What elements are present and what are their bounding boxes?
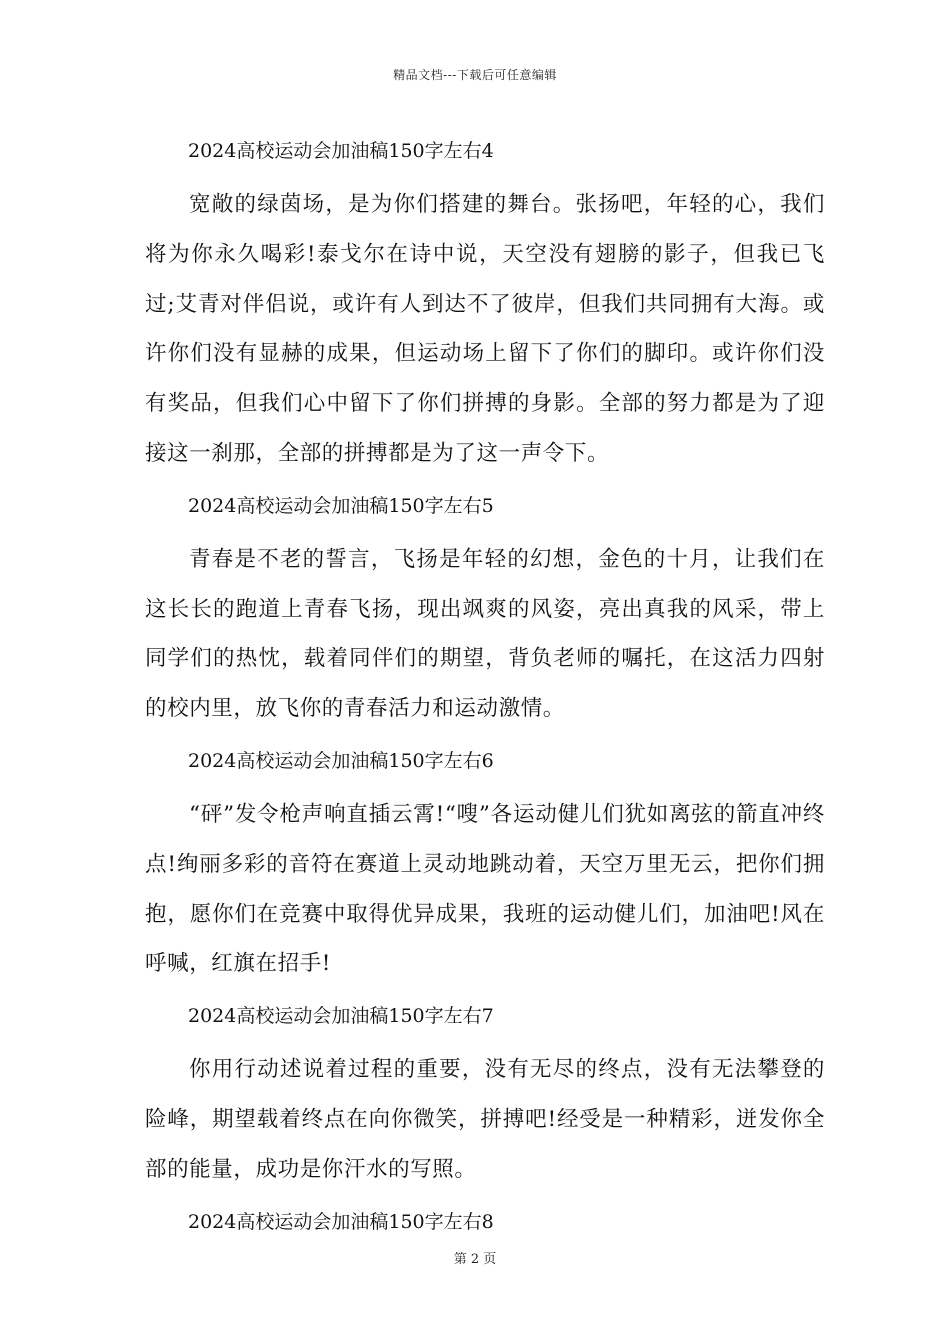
section-heading-4: 2024高校运动会加油稿150字左右4 xyxy=(188,140,494,162)
section-heading-5: 2024高校运动会加油稿150字左右5 xyxy=(188,494,494,517)
section-paragraph-6: “砰”发令枪声响直插云霄!“嗖”各运动健儿们犹如离弦的箭直冲终点!绚丽多彩的音符在赛道上灵动地跳动着，天空万里无云，把你们拥抱，愿你们在竞赛中取得优异成果，我班的运动健儿们，加油吧!风在呼喊，红旗在招手! xyxy=(145,801,825,977)
section-heading-8: 2024高校运动会加油稿150字左右8 xyxy=(188,1210,494,1233)
document-body xyxy=(145,132,825,1251)
section-paragraph-7: 你用行动述说着过程的重要，没有无尽的终点，没有无法攀登的险峰，期望载着终点在向你微笑，拼搏吧!经受是一种精彩，迸发你全部的能量，成功是你汗水的写照。 xyxy=(145,1057,825,1182)
section-heading-7: 2024高校运动会加油稿150字左右7 xyxy=(188,1005,494,1028)
section-paragraph-5: 青春是不老的誓言，飞扬是年轻的幻想，金色的十月，让我们在这长长的跑道上青春飞扬，现出飒爽的风姿，亮出真我的风采，带上同学们的热忱，载着同伴们的期望，背负老师的嘱托，在这活力四射的校内里，放飞你的青春活力和运动激情。 xyxy=(145,546,825,722)
section-paragraph-4: 宽敞的绿茵场，是为你们搭建的舞台。张扬吧，年轻的心，我们将为你永久喝彩!泰戈尔在诗中说，天空没有翅膀的影子，但我已飞过;艾青对伴侣说，或许有人到达不了彼岸，但我们共同拥有大海。或许你们没有显赫的成果，但运动场上留下了你们的脚印。或许你们没有奖品，但我们心中留下了你们拼搏的身影。全部的努力都是为了迎接这一刹那，全部的拼搏都是为了这一声令下。 xyxy=(145,192,825,466)
page-header: 精品文档---下载后可任意编辑 xyxy=(393,68,557,82)
section-heading-6: 2024高校运动会加油稿150字左右6 xyxy=(188,749,494,772)
page-number: 第 2 页 xyxy=(453,1252,497,1267)
